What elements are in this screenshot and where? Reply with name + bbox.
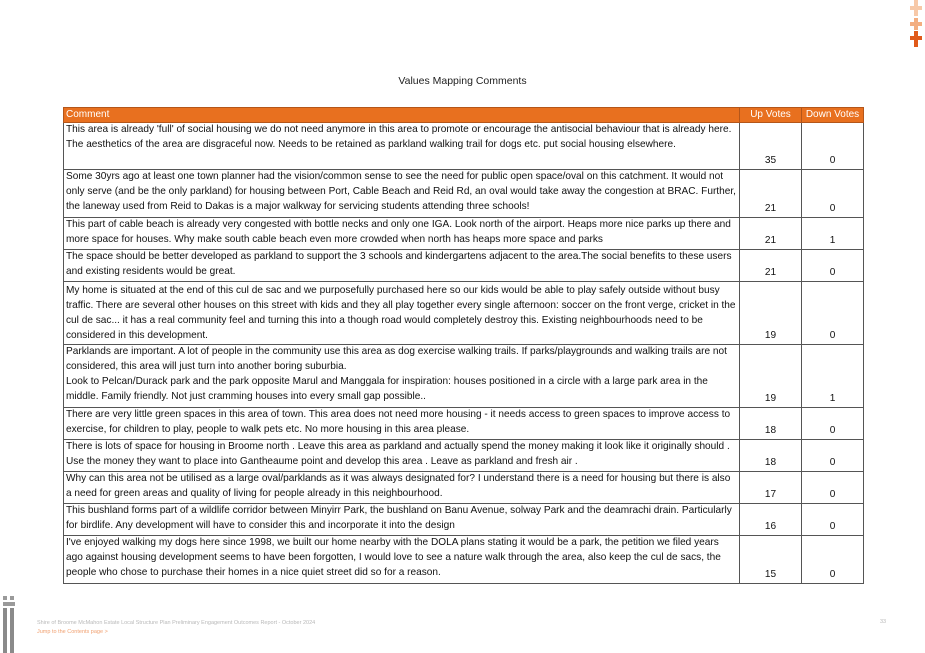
- up-votes-cell: 17: [740, 472, 802, 504]
- down-votes-cell: 0: [802, 170, 864, 218]
- table-row: [64, 170, 864, 218]
- up-votes-cell: 19: [740, 345, 802, 408]
- column-header-down-votes: Down Votes: [802, 108, 864, 123]
- contents-page-link[interactable]: Jump to the Contents page >: [37, 629, 108, 635]
- table-row: [64, 536, 864, 584]
- down-votes-cell: 0: [802, 536, 864, 584]
- page-number: 33: [880, 619, 887, 625]
- column-header-comment: Comment: [64, 108, 740, 123]
- column-header-up-votes: Up Votes: [740, 108, 802, 123]
- down-votes-cell: 0: [802, 440, 864, 472]
- table-header-row: [64, 108, 864, 123]
- comment-cell: I've enjoyed walking my dogs here since 1998, we built our home nearby with the DOLA plans stating it would be a park, the petition we filed years ago against housing development seems to have been forgotten, I would love to see a nature walk through the area, also keep the cul de sacs, the people who chose to purchase their homes in a nice quiet street did so for a reason.: [64, 536, 740, 584]
- up-votes-cell: 19: [740, 282, 802, 345]
- table-row: [64, 472, 864, 504]
- comment-cell: This area is already 'full' of social housing we do not need anymore in this area to promote or encourage the antisocial behaviour that is already here. The aesthetics of the area are disgraceful now. Needs to be retained as parkland walking trail for dogs etc. put social housing elsewhere.: [64, 123, 740, 170]
- up-votes-cell: 16: [740, 504, 802, 536]
- table-row: [64, 408, 864, 440]
- table-row: [64, 123, 864, 170]
- shire-logo-icon: [907, 0, 925, 48]
- comment-cell: My home is situated at the end of this cul de sac and we purposefully purchased here so our kids would be able to play safely outside without busy traffic. There are several other houses on this street with kids and they all play together every single afternoon: soccer on the front verge, cricket in the cul de sac... it has a real community feel and turning this into a though road would completely destroy this. Existing neighbourhoods need to be considered in this development.: [64, 282, 740, 345]
- page-title: Values Mapping Comments: [398, 75, 527, 87]
- comment-cell: There is lots of space for housing in Broome north . Leave this area as parkland and actually spend the money making it look like it originally should . Use the money they want to place into Gantheaume point and develop this area . Leave as parkland and fresh air .: [64, 440, 740, 472]
- up-votes-cell: 21: [740, 170, 802, 218]
- down-votes-cell: 0: [802, 408, 864, 440]
- footer-report-title: Shire of Broome McMahon Estate Local Structure Plan Preliminary Engagement Outcomes Report - October 2024: [37, 620, 316, 626]
- table-row: [64, 282, 864, 345]
- down-votes-cell: 0: [802, 250, 864, 282]
- table-row: [64, 345, 864, 408]
- down-votes-cell: 1: [802, 218, 864, 250]
- comment-cell: There are very little green spaces in this area of town. This area does not need more housing - it needs access to green spaces to improve access to exercise, for children to play, people to walk pets etc. No more housing in this area please.: [64, 408, 740, 440]
- up-votes-cell: 18: [740, 408, 802, 440]
- footer: [37, 619, 315, 637]
- down-votes-cell: 0: [802, 282, 864, 345]
- table-row: [64, 440, 864, 472]
- comment-cell: Some 30yrs ago at least one town planner had the vision/common sense to see the need for public open space/oval on this catchment. It would not only serve (and be the only parkland) for housing between Port, Cable Beach and Reid Rd, an oval would take away the congestion at BRAC. Further, the laneway used from Reid to Dakas is a major walkway for servicing students attending three schools!: [64, 170, 740, 218]
- down-votes-cell: 0: [802, 504, 864, 536]
- down-votes-cell: 0: [802, 472, 864, 504]
- up-votes-cell: 21: [740, 218, 802, 250]
- comment-cell: The space should be better developed as parkland to support the 3 schools and kindergartens adjacent to the area.The social benefits to these users and existing residents would be great.: [64, 250, 740, 282]
- down-votes-cell: 1: [802, 345, 864, 408]
- table-row: [64, 504, 864, 536]
- comments-table: [63, 107, 864, 584]
- up-votes-cell: 21: [740, 250, 802, 282]
- up-votes-cell: 15: [740, 536, 802, 584]
- up-votes-cell: 18: [740, 440, 802, 472]
- comment-cell: This part of cable beach is already very congested with bottle necks and only one IGA. Look north of the airport. Heaps more nice parks up there and more space for houses. Why make south cable beach even more crowded when north has heaps more space and parks: [64, 218, 740, 250]
- table-row: [64, 218, 864, 250]
- comment-cell: This bushland forms part of a wildlife corridor between Minyirr Park, the bushland on Banu Avenue, solway Park and the deamrachi drain. Particularly for birdlife. Any development will have to consider this and incorporate it into the design: [64, 504, 740, 536]
- down-votes-cell: 0: [802, 123, 864, 170]
- comment-cell: Parklands are important. A lot of people in the community use this area as dog exercise walking trails. If parks/playgrounds and walking trails are not considered, this area will just turn into another boring suburbia. Look to Pelcan/Durack park and the park opposite Marul and Manggala for inspiration: houses positioned in a circle with a large park area in the middle. Family friendly. Not just cramming houses into every small gap possible..: [64, 345, 740, 408]
- comment-cell: Why can this area not be utilised as a large oval/parklands as it was always designated for? I understand there is a need for housing but there is also a need for green areas and quality of living for people already in this neighbourhood.: [64, 472, 740, 504]
- shire-logo-bottom-icon: [0, 596, 18, 653]
- up-votes-cell: 35: [740, 123, 802, 170]
- table-row: [64, 250, 864, 282]
